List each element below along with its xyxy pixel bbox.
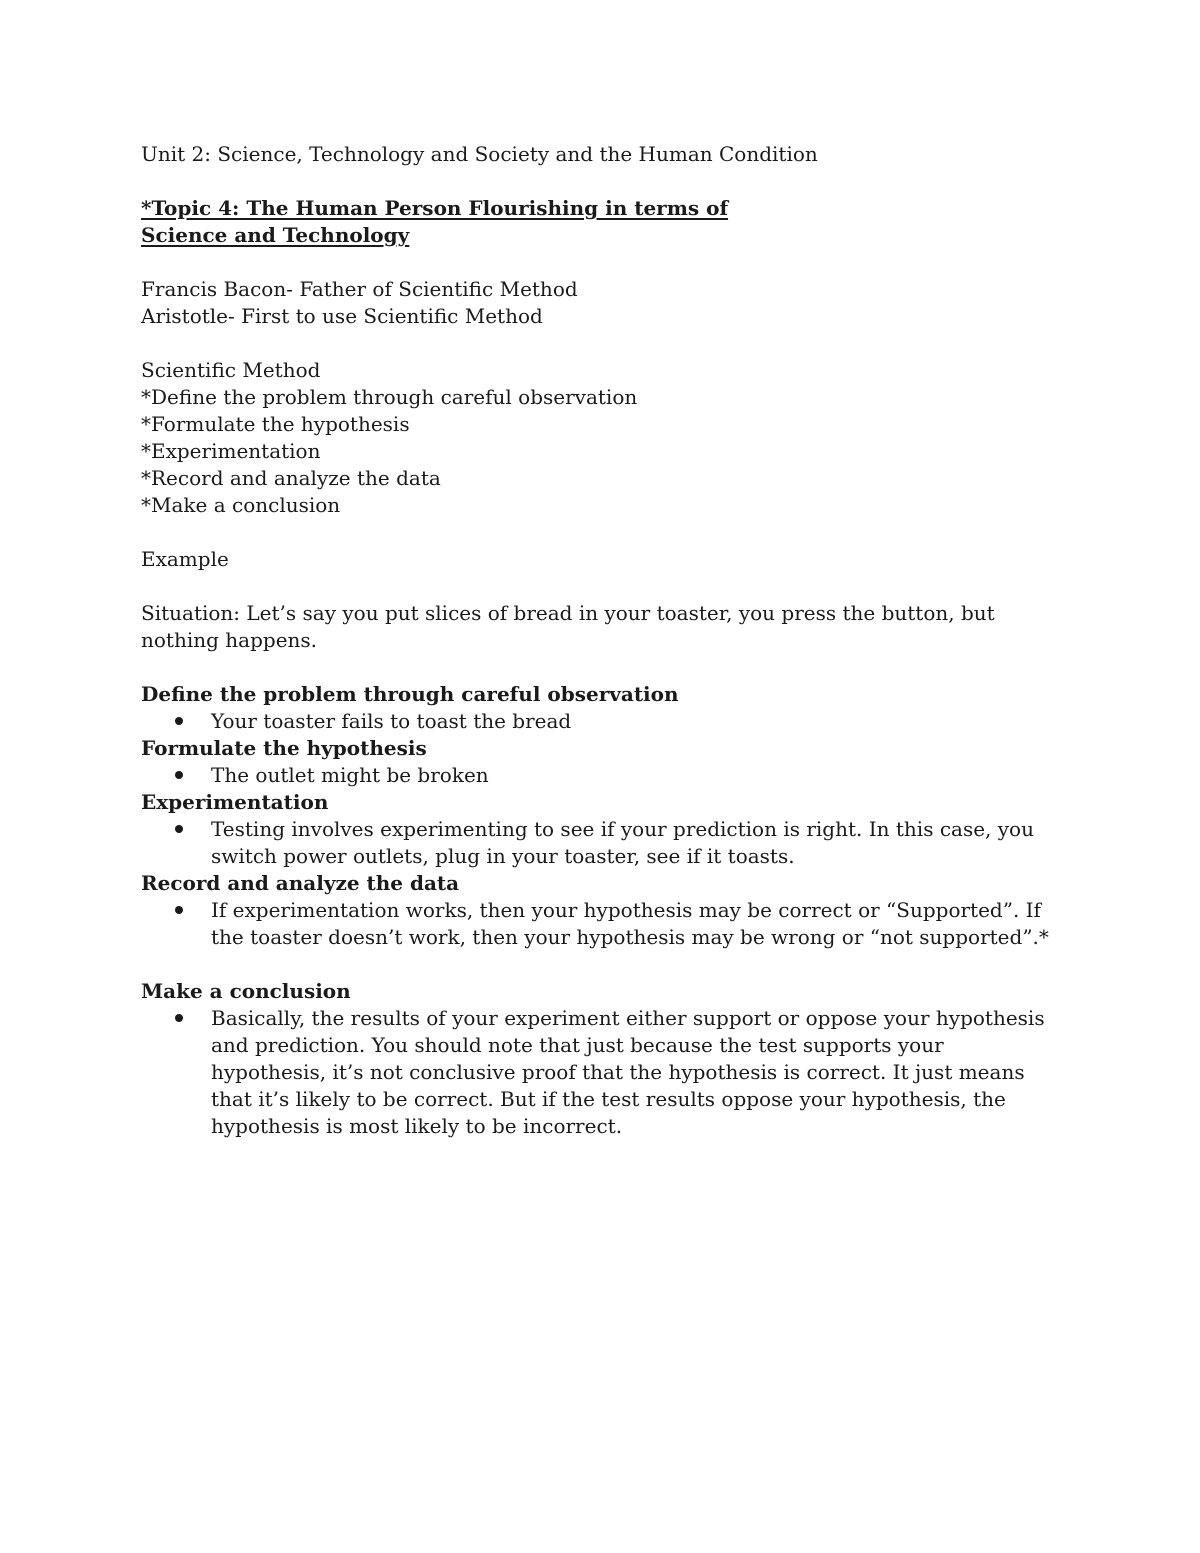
- bullet-text: Testing involves experimenting to see if your prediction is right. In this case, you switch power outlets, plug in your toaster, see if it toasts.: [211, 817, 1034, 868]
- method-title: Scientific Method: [141, 358, 321, 382]
- bullet-list: [141, 897, 1061, 951]
- bullet-icon: [175, 825, 183, 833]
- bullet-icon: [175, 1014, 183, 1022]
- section-heading-record: Record and analyze the data: [141, 871, 460, 895]
- document-page: [141, 141, 1061, 1140]
- section-heading-define: Define the problem through careful observation: [141, 682, 679, 706]
- person-aristotle: Aristotle- First to use Scientific Method: [141, 304, 543, 328]
- bullet-icon: [175, 906, 183, 914]
- spacer: [141, 654, 1061, 681]
- list-item: [141, 816, 1051, 870]
- spacer: [141, 573, 1061, 600]
- bullet-text: Your toaster fails to toast the bread: [211, 709, 572, 733]
- section-heading-hypothesis: Formulate the hypothesis: [141, 736, 427, 760]
- section-heading-conclusion: Make a conclusion: [141, 979, 351, 1003]
- bullet-list: [141, 762, 1061, 789]
- bullet-text: The outlet might be broken: [211, 763, 489, 787]
- list-item: [141, 708, 1051, 735]
- bullet-text: Basically, the results of your experiment either support or oppose your hypothesis and prediction. You should note that just because the test supports your hypothesis, it’s not conclusive proof that the hypothesis is correct. It just means that it’s likely to be correct. But if the test results oppose your hypothesis, the hypothesis is most likely to be incorrect.: [211, 1006, 1045, 1138]
- spacer: [141, 330, 1061, 357]
- example-label: Example: [141, 547, 229, 571]
- bullet-icon: [175, 717, 183, 725]
- bullet-list: [141, 1005, 1061, 1140]
- bullet-list: [141, 708, 1061, 735]
- spacer: [141, 249, 1061, 276]
- list-item: [141, 1005, 1051, 1140]
- section-heading-experimentation: Experimentation: [141, 790, 329, 814]
- list-item: [141, 762, 1051, 789]
- bullet-icon: [175, 771, 183, 779]
- bullet-text: If experimentation works, then your hypothesis may be correct or “Supported”. If the toaster doesn’t work, then your hypothesis may be wrong or “not supported”.*: [211, 898, 1049, 949]
- unit-title: Unit 2: Science, Technology and Society and the Human Condition: [141, 142, 818, 166]
- list-item: [141, 897, 1051, 951]
- spacer: [141, 951, 1061, 978]
- method-step: *Make a conclusion: [141, 493, 341, 517]
- person-bacon: Francis Bacon- Father of Scientific Method: [141, 277, 578, 301]
- spacer: [141, 519, 1061, 546]
- method-step: *Experimentation: [141, 439, 321, 463]
- method-step: *Define the problem through careful observation: [141, 385, 638, 409]
- method-step: *Formulate the hypothesis: [141, 412, 410, 436]
- method-step: *Record and analyze the data: [141, 466, 441, 490]
- bullet-list: [141, 816, 1061, 870]
- situation-text: Situation: Let’s say you put slices of bread in your toaster, you press the button, but nothing happens.: [141, 601, 995, 652]
- spacer: [141, 168, 1061, 195]
- topic-title: *Topic 4: The Human Person Flourishing in terms of Science and Technology: [141, 196, 729, 247]
